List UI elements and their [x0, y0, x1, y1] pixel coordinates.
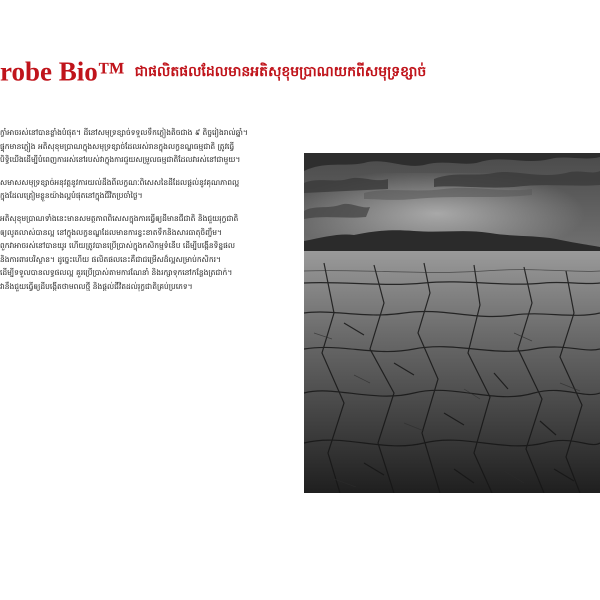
paragraph-1 [0, 126, 296, 167]
paragraph-2 [0, 176, 296, 203]
text-line: សមាសសមុទ្រខ្សាច់អនុវត្តនូវការយល់ដឹងពីលក្ខណៈពិសេសនៃដីដែលផ្តល់នូវគុណភាពល្អ [0, 177, 240, 187]
text-line: អតិសុខុមប្រាណទាំងនេះមានសមត្ថភាពពិសេសក្នុងការធ្វើឲ្យដីមានជីជាតិ និងជួយរុក្ខជាតិ [0, 213, 239, 223]
text-line: និងការពារបរិស្ថាន។ ដូច្នេះហើយ ផលិតផលនេះគឺជាជម្រើសដ៏ល្អសម្រាប់កសិករ។ [0, 254, 221, 264]
page-title [0, 56, 600, 86]
desert-landscape-photo [304, 153, 600, 493]
text-line: ក្ខាំអាចរស់នៅបានខ្លាំងបំផុត។ ដីនៅសមុទ្រខ្សាច់ទទួលទឹកភ្លៀងតិចជាង ៩ តិច្ចរៀងរាល់ឆ្នាំ។ [0, 128, 248, 137]
khmer-title: ជាផលិតផលដែលមានអតិសុខុមប្រាណយកពីសមុទ្រខ្សាច់ [134, 63, 427, 80]
text-line: ផ្ទុកមានភ្លៀង អតិសុខុមប្រាណក្នុងសមុទ្រខ្សាច់ដែលរស់រានក្នុងលក្ខខណ្ឌធម្មជាតិ ត្រូវធ្វើ [0, 141, 235, 151]
text-line: វានឹងជួយធ្វើឲ្យដីបង្កើតថាមពលថ្មី និងផ្តល់ជីវិតដល់រុក្ខជាតិគ្រប់ប្រភេទ។ [0, 281, 193, 291]
text-line: ក្នុងដែលត្រៀមខ្លួនយ៉ាងល្អបំផុតនៅក្នុងជីវិតប្រចាំថ្ងៃ។ [0, 191, 143, 201]
desert-photo-svg [304, 153, 600, 493]
paragraph-3 [0, 212, 296, 294]
text-line: ឲ្យលូតលាស់បានល្អ នៅក្នុងលក្ខខណ្ឌដែលមានការខ្វះខាតទឹកនិងសារធាតុចិញ្ចឹម។ [0, 227, 222, 237]
text-line: ដើម្បីទទួលបានលទ្ធផលល្អ គួរប្រើប្រាស់តាមការណែនាំ និងរក្សាទុកនៅកន្លែងត្រជាក់។ [0, 268, 233, 278]
article-body [0, 126, 296, 376]
text-line: បិទ្ធិឃើងដើម្បីបំពេញការរស់នៅរបស់វាក្នុងការជួយសម្រួលធម្មជាតិដែលវារស់នៅជាមួយ។ [0, 155, 241, 165]
text-line: ពួកវាអាចរស់នៅបានយូរ ហើយត្រូវបានប្រើប្រាស់ក្នុងកសិកម្មទំនើប ដើម្បីបង្កើនទិន្នផល [0, 241, 236, 251]
brand-name: robe Bio™ [0, 56, 125, 86]
